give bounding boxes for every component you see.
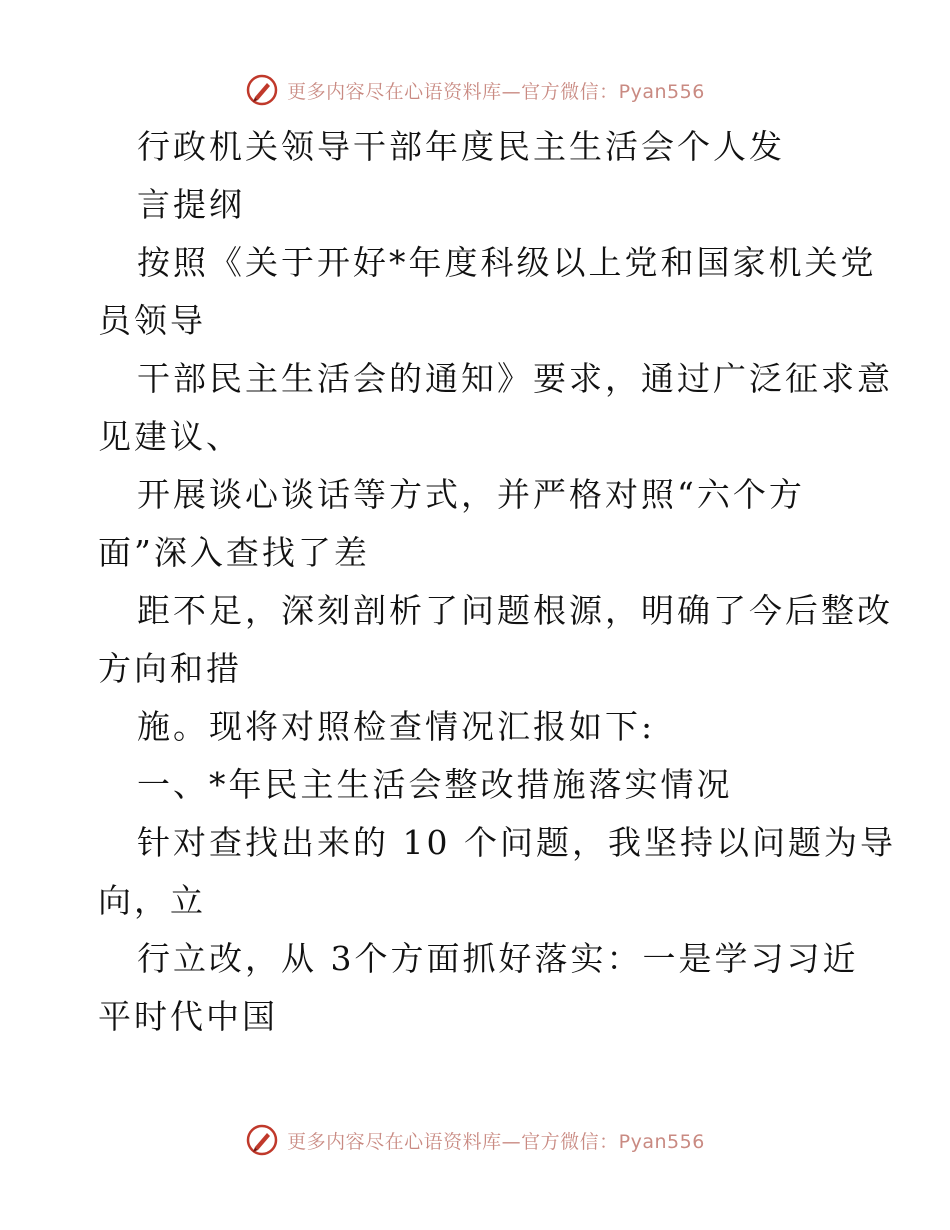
paragraph-line: 施。现将对照检查情况汇报如下: (137, 707, 656, 746)
paragraph-line: 面”深入查找了差 (98, 533, 370, 572)
title-line-2: 言提纲 (137, 185, 245, 224)
watermark-text: 更多内容尽在心语资料库—官方微信：Pyan556 (287, 80, 705, 103)
paragraph-line: 按照《关于开好*年度科级以上党和国家机关党 (137, 243, 877, 282)
paragraph-line: 干部民主生活会的通知》要求，通过广泛征求意 (137, 359, 893, 398)
paragraph-line: 距不足，深刻剖析了问题根源，明确了今后整改 (137, 591, 893, 630)
paragraph-line: 针对查找出来的 10 个问题，我坚持以问题为导 (137, 823, 896, 862)
paragraph-line: 平时代中国 (98, 997, 278, 1036)
paragraph-line: 方向和措 (98, 649, 242, 688)
footer-watermark (0, 1120, 950, 1160)
header-watermark (0, 70, 950, 110)
section-heading: 一、*年民主生活会整改措施落实情况 (137, 765, 733, 804)
pen-logo-icon (245, 1123, 279, 1157)
pen-logo-icon (245, 73, 279, 107)
title-line-1: 行政机关领导干部年度民主生活会个人发 (137, 127, 785, 166)
paragraph-line: 见建议、 (98, 417, 242, 456)
paragraph-line: 行立改，从 3个方面抓好落实：一是学习习近 (137, 939, 859, 978)
watermark-text: 更多内容尽在心语资料库—官方微信：Pyan556 (287, 1130, 705, 1153)
paragraph-line: 员领导 (98, 301, 206, 340)
paragraph-line: 开展谈心谈话等方式，并严格对照“六个方 (137, 475, 805, 514)
paragraph-line: 向，立 (98, 881, 206, 920)
